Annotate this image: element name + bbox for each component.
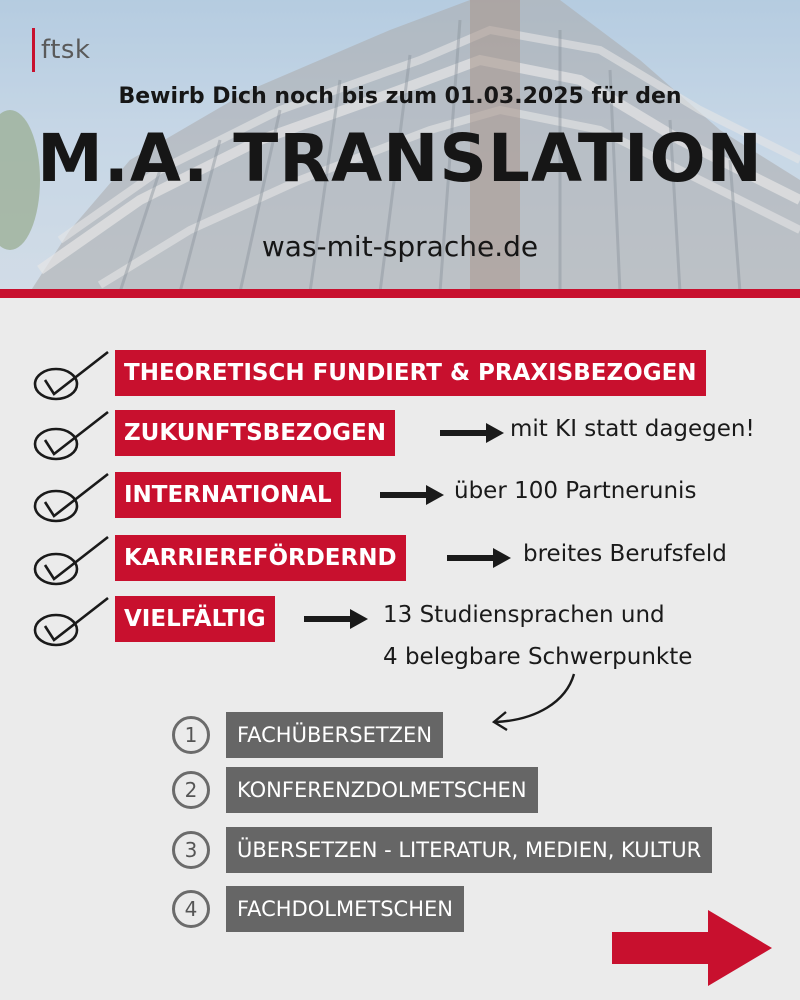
feature-label: THEORETISCH FUNDIERT & PRAXISBEZOGEN: [115, 350, 706, 396]
check-circle-icon: [28, 410, 112, 470]
feature-label: INTERNATIONAL: [115, 472, 341, 518]
feature-note-second-line: 4 belegbare Schwerpunkte: [383, 644, 693, 670]
arrow-right-icon: [380, 485, 444, 505]
ftsk-logo: [32, 28, 91, 72]
feature-note: mit KI statt dagegen!: [510, 416, 755, 442]
feature-row: [0, 596, 800, 676]
feature-row: [0, 410, 800, 460]
logo-text: ftsk: [41, 35, 91, 65]
check-circle-icon: [28, 350, 112, 410]
arrow-right-icon: [447, 548, 511, 568]
check-circle-icon: [28, 596, 112, 656]
number-circle: 2: [172, 771, 210, 809]
focus-item: [0, 767, 800, 813]
website-url: was-mit-sprache.de: [261, 230, 539, 263]
feature-row: [0, 350, 800, 400]
focus-item: [0, 712, 800, 758]
arrow-right-icon: [304, 609, 368, 629]
focus-label: KONFERENZDOLMETSCHEN: [226, 767, 538, 813]
check-circle-icon: [28, 472, 112, 532]
feature-row: [0, 535, 800, 585]
feature-label: VIELFÄLTIG: [115, 596, 275, 642]
feature-note: über 100 Partnerunis: [454, 478, 697, 504]
number-circle: 3: [172, 831, 210, 869]
number-circle: 1: [172, 716, 210, 754]
hero-banner: [0, 0, 800, 292]
divider-line: [0, 289, 800, 298]
feature-label: KARRIEREFÖRDERND: [115, 535, 406, 581]
feature-label: ZUKUNFTSBEZOGEN: [115, 410, 395, 456]
number-circle: 4: [172, 890, 210, 928]
focus-item: [0, 827, 800, 873]
check-circle-icon: [28, 535, 112, 595]
deadline-text: Bewirb Dich noch bis zum 01.03.2025 für den: [118, 84, 682, 109]
focus-label: FACHÜBERSETZEN: [226, 712, 443, 758]
page-title: M.A. TRANSLATION: [37, 120, 763, 197]
arrow-right-icon: [440, 423, 504, 443]
feature-note: breites Berufsfeld: [523, 541, 727, 567]
next-page-arrow-icon[interactable]: [612, 910, 772, 986]
focus-label: ÜBERSETZEN - LITERATUR, MEDIEN, KULTUR: [226, 827, 712, 873]
feature-note: 13 Studiensprachen und: [383, 602, 665, 628]
focus-label: FACHDOLMETSCHEN: [226, 886, 464, 932]
feature-row: [0, 472, 800, 522]
